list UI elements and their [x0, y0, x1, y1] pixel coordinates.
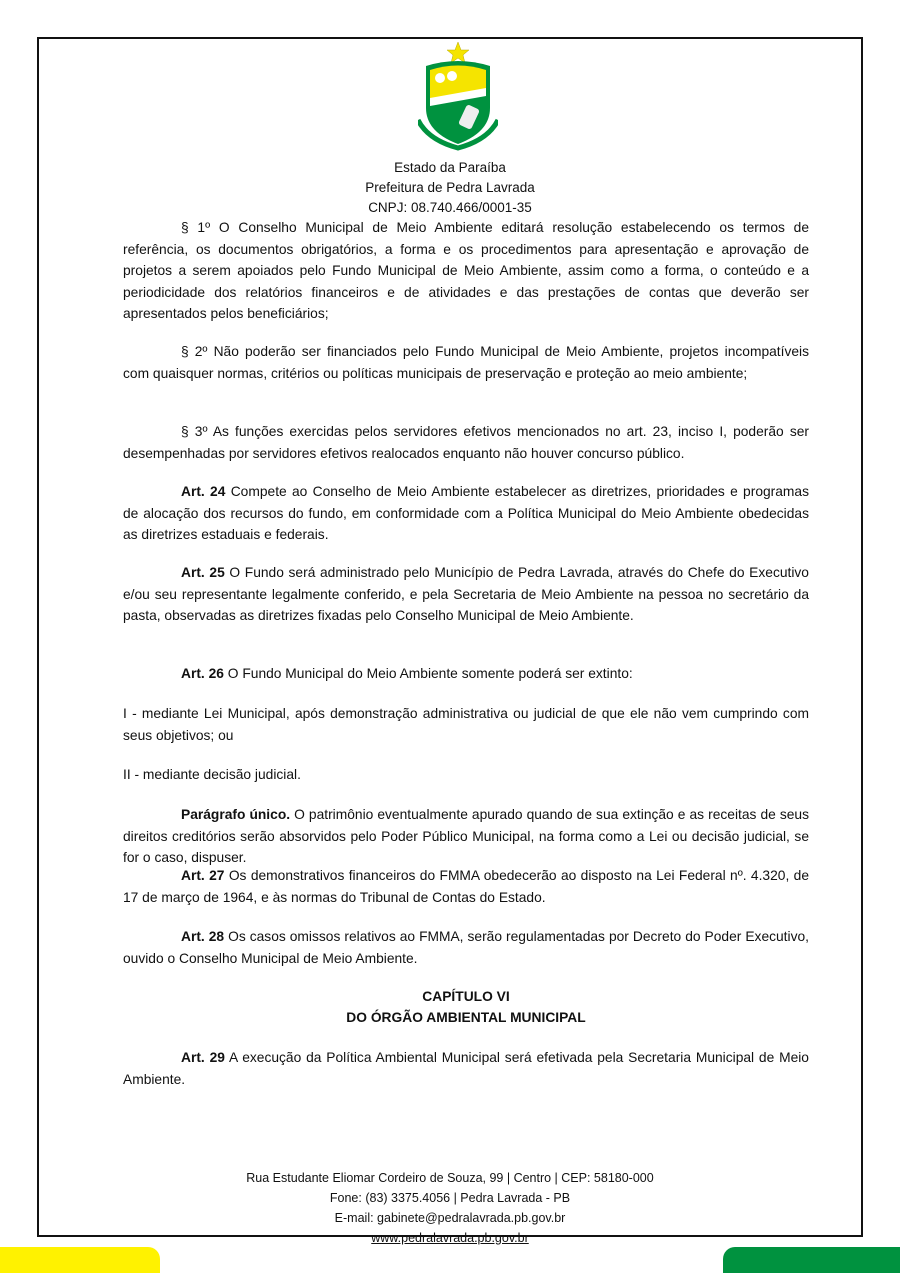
article-25-text: O Fundo será administrado pelo Município de Pedra Lavrada, através do Chefe do Executivo e/ou seu representante legalmente conferido, e pela Secretaria de Meio Ambiente na pessoa no secretário da pasta, observadas as diretrizes fixadas pelo Conselho Municipal de Meio Ambiente.	[123, 565, 809, 623]
article-24-text: Compete ao Conselho de Meio Ambiente estabelecer as diretrizes, prioridades e programas de alocação dos recursos do fundo, em conformidade com a Política Municipal do Meio Ambiente obedecidas as diretrizes estaduais e federais.	[123, 484, 809, 542]
article-27-text: Os demonstrativos financeiros do FMMA obedecerão ao disposto na Lei Federal nº. 4.320, de 17 de março de 1964, e às normas do Tribunal de Contas do Estado.	[123, 868, 809, 905]
article-26-text: O Fundo Municipal do Meio Ambiente somente poderá ser extinto:	[223, 666, 633, 681]
inciso-1: I - mediante Lei Municipal, após demonstração administrativa ou judicial de que ele não vem cumprindo com seus objetivos; ou	[123, 706, 809, 743]
article-29-text: A execução da Política Ambiental Municipal será efetivada pela Secretaria Municipal de Meio Ambiente.	[123, 1050, 809, 1087]
inciso-2: II - mediante decisão judicial.	[123, 767, 301, 782]
footer-email[interactable]: E-mail: gabinete@pedralavrada.pb.gov.br	[334, 1211, 566, 1225]
footer-address: Rua Estudante Eliomar Cordeiro de Souza, 99 | Centro | CEP: 58180-000	[246, 1171, 654, 1185]
prefecture-name: Prefeitura de Pedra Lavrada	[365, 180, 535, 195]
article-26	[123, 663, 809, 685]
article-29	[123, 1047, 809, 1090]
article-29-label: Art. 29	[181, 1050, 225, 1065]
footer	[200, 1168, 700, 1248]
article-28-text: Os casos omissos relativos ao FMMA, serão regulamentadas por Decreto do Poder Executivo, ouvido o Conselho Municipal de Meio Ambiente.	[123, 929, 809, 966]
article-25-label: Art. 25	[181, 565, 225, 580]
footer-phone: Fone: (83) 3375.4056 | Pedra Lavrada - PB	[329, 1191, 571, 1205]
green-corner-band	[723, 1247, 900, 1273]
article-27-label: Art. 27	[181, 868, 225, 883]
article-25	[123, 562, 809, 627]
sole-paragraph-label: Parágrafo único.	[181, 807, 291, 822]
article-26-label: Art. 26	[181, 666, 224, 681]
footer-website-link[interactable]: www.pedralavrada.pb.gov.br	[371, 1231, 529, 1245]
article-27	[123, 865, 809, 908]
sole-paragraph	[123, 804, 809, 869]
article-28	[123, 926, 809, 969]
municipal-coat-of-arms-logo	[418, 40, 498, 155]
paragraph-3: § 3º As funções exercidas pelos servidores efetivos mencionados no art. 23, inciso I, poderão ser desempenhadas por servidores efetivos realocados enquanto não houver concurso público.	[123, 424, 809, 461]
chapter-title: DO ÓRGÃO AMBIENTAL MUNICIPAL	[346, 1010, 586, 1025]
article-24	[123, 481, 809, 546]
state-name: Estado da Paraíba	[394, 160, 506, 175]
article-28-label: Art. 28	[181, 929, 225, 944]
sole-paragraph-text: O patrimônio eventualmente apurado quando de sua extinção e as receitas de seus direitos creditórios serão absorvidos pelo Poder Público Municipal, na forma como a Lei ou decisão judicial, se for o caso, dispuser.	[123, 807, 809, 865]
chapter-heading: CAPÍTULO VI	[422, 989, 510, 1004]
paragraph-2: § 2º Não poderão ser financiados pelo Fundo Municipal de Meio Ambiente, projetos incompatíveis com quaisquer normas, critérios ou políticas municipais de preservação e proteção ao meio ambiente;	[123, 344, 809, 381]
yellow-corner-band	[0, 1247, 160, 1273]
article-24-label: Art. 24	[181, 484, 226, 499]
paragraph-1: § 1º O Conselho Municipal de Meio Ambiente editará resolução estabelecendo os termos de referência, os documentos obrigatórios, a forma e os procedimentos para apresentação e aprovação de projetos a serem apoiados pelo Fundo Municipal de Meio Ambiente, assim como a forma, o conteúdo e a periodicidade dos relatórios financeiros e de atividades e das prestações de contas que deverão ser apresentados pelos beneficiários;	[123, 220, 809, 321]
cnpj: CNPJ: 08.740.466/0001-35	[368, 200, 532, 215]
